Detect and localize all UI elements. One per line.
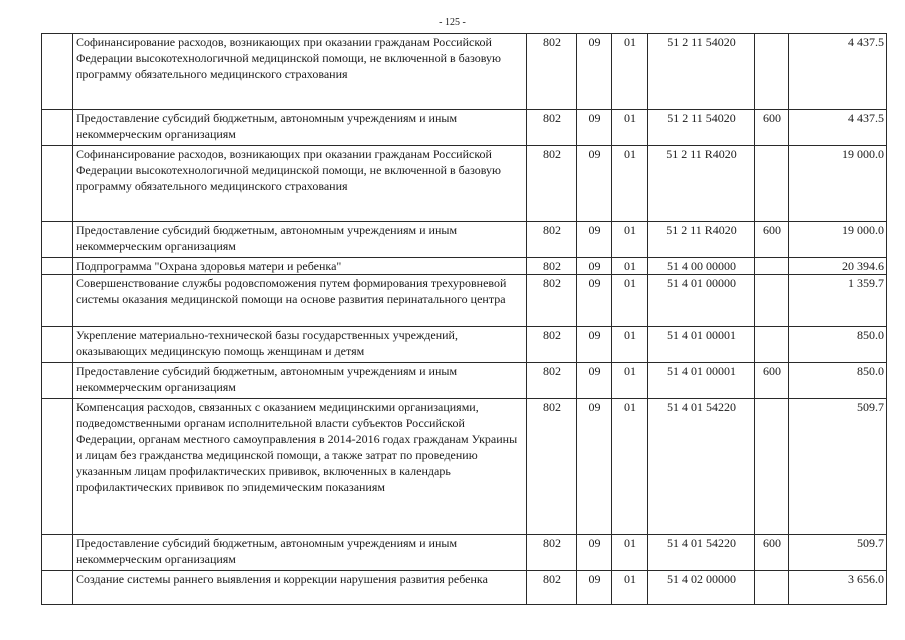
target-article-cell: 51 2 11 54020	[648, 110, 755, 146]
budget-table	[41, 33, 887, 605]
row-margin-cell	[42, 275, 73, 327]
amount-cell: 509.7	[789, 535, 887, 571]
expense-type-cell: 600	[755, 110, 789, 146]
target-article-cell: 51 4 01 54220	[648, 399, 755, 535]
expense-name-cell: Предоставление субсидий бюджетным, автономным учреждениям и иным некоммерческим организациям	[73, 535, 527, 571]
table-row	[42, 222, 887, 258]
section-code-cell: 09	[577, 146, 612, 222]
section-code-cell: 09	[577, 222, 612, 258]
section-code-cell: 09	[577, 110, 612, 146]
section-code-cell: 09	[577, 535, 612, 571]
subsection-code-cell: 01	[612, 535, 648, 571]
amount-cell: 1 359.7	[789, 275, 887, 327]
admin-code-cell: 802	[527, 363, 577, 399]
amount-cell: 19 000.0	[789, 146, 887, 222]
expense-type-cell	[755, 399, 789, 535]
expense-type-cell	[755, 146, 789, 222]
row-margin-cell	[42, 110, 73, 146]
expense-name-cell: Создание системы раннего выявления и коррекции нарушения развития ребенка	[73, 571, 527, 605]
target-article-cell: 51 2 11 54020	[648, 34, 755, 110]
section-code-cell: 09	[577, 327, 612, 363]
target-article-cell: 51 2 11 R4020	[648, 222, 755, 258]
admin-code-cell: 802	[527, 258, 577, 275]
expense-type-cell	[755, 327, 789, 363]
expense-name-cell: Софинансирование расходов, возникающих при оказании гражданам Российской Федерации высокотехнологичной медицинской помощи, не включенной в базовую программу обязательного медицинского страхования	[73, 34, 527, 110]
amount-cell: 3 656.0	[789, 571, 887, 605]
admin-code-cell: 802	[527, 399, 577, 535]
section-code-cell: 09	[577, 34, 612, 110]
table-row	[42, 275, 887, 327]
table-row	[42, 327, 887, 363]
amount-cell: 850.0	[789, 327, 887, 363]
amount-cell: 4 437.5	[789, 34, 887, 110]
row-margin-cell	[42, 399, 73, 535]
admin-code-cell: 802	[527, 110, 577, 146]
row-margin-cell	[42, 535, 73, 571]
target-article-cell: 51 4 01 00000	[648, 275, 755, 327]
target-article-cell: 51 2 11 R4020	[648, 146, 755, 222]
row-margin-cell	[42, 327, 73, 363]
table-row	[42, 363, 887, 399]
target-article-cell: 51 4 01 00001	[648, 327, 755, 363]
admin-code-cell: 802	[527, 571, 577, 605]
amount-cell: 850.0	[789, 363, 887, 399]
subsection-code-cell: 01	[612, 258, 648, 275]
section-code-cell: 09	[577, 258, 612, 275]
row-margin-cell	[42, 34, 73, 110]
expense-type-cell: 600	[755, 535, 789, 571]
expense-name-cell: Предоставление субсидий бюджетным, автономным учреждениям и иным некоммерческим организациям	[73, 110, 527, 146]
admin-code-cell: 802	[527, 327, 577, 363]
admin-code-cell: 802	[527, 146, 577, 222]
table-row	[42, 34, 887, 110]
expense-type-cell: 600	[755, 363, 789, 399]
section-code-cell: 09	[577, 275, 612, 327]
row-margin-cell	[42, 258, 73, 275]
target-article-cell: 51 4 00 00000	[648, 258, 755, 275]
amount-cell: 19 000.0	[789, 222, 887, 258]
expense-type-cell	[755, 571, 789, 605]
table-row	[42, 110, 887, 146]
section-code-cell: 09	[577, 571, 612, 605]
target-article-cell: 51 4 01 00001	[648, 363, 755, 399]
expense-type-cell	[755, 275, 789, 327]
expense-name-cell: Предоставление субсидий бюджетным, автономным учреждениям и иным некоммерческим организациям	[73, 363, 527, 399]
table-row	[42, 258, 887, 275]
subsection-code-cell: 01	[612, 399, 648, 535]
expense-name-cell: Софинансирование расходов, возникающих при оказании гражданам Российской Федерации высокотехнологичной медицинской помощи, не включенной в базовую программу обязательного медицинского страхования	[73, 146, 527, 222]
subsection-code-cell: 01	[612, 327, 648, 363]
expense-name-cell: Предоставление субсидий бюджетным, автономным учреждениям и иным некоммерческим организациям	[73, 222, 527, 258]
amount-cell: 4 437.5	[789, 110, 887, 146]
amount-cell: 509.7	[789, 399, 887, 535]
admin-code-cell: 802	[527, 34, 577, 110]
subsection-code-cell: 01	[612, 110, 648, 146]
section-code-cell: 09	[577, 363, 612, 399]
expense-type-cell: 600	[755, 222, 789, 258]
expense-name-cell: Совершенствование службы родовспоможения путем формирования трехуровневой системы оказания медицинской помощи на основе развития перинатального центра	[73, 275, 527, 327]
admin-code-cell: 802	[527, 222, 577, 258]
subsection-code-cell: 01	[612, 275, 648, 327]
subsection-code-cell: 01	[612, 146, 648, 222]
subsection-code-cell: 01	[612, 571, 648, 605]
target-article-cell: 51 4 02 00000	[648, 571, 755, 605]
row-margin-cell	[42, 363, 73, 399]
expense-name-cell: Подпрограмма "Охрана здоровья матери и ребенка"	[73, 258, 527, 275]
amount-cell: 20 394.6	[789, 258, 887, 275]
admin-code-cell: 802	[527, 275, 577, 327]
expense-type-cell	[755, 34, 789, 110]
expense-type-cell	[755, 258, 789, 275]
target-article-cell: 51 4 01 54220	[648, 535, 755, 571]
section-code-cell: 09	[577, 399, 612, 535]
subsection-code-cell: 01	[612, 34, 648, 110]
expense-name-cell: Компенсация расходов, связанных с оказанием медицинскими организациями, подведомственными органам исполнительной власти субъектов Российской Федерации, органам местного самоуправления в 2014-2016 годах гражданам Украины и лицам без гражданства медицинской помощи, а также затрат по проведению указанным лицам профилактических прививок, включенных в календарь профилактических прививок по эпидемическим показаниям	[73, 399, 527, 535]
table-row	[42, 535, 887, 571]
row-margin-cell	[42, 571, 73, 605]
page-number: - 125 -	[439, 17, 466, 28]
expense-name-cell: Укрепление материально-технической базы государственных учреждений, оказывающих медицинскую помощь женщинам и детям	[73, 327, 527, 363]
subsection-code-cell: 01	[612, 363, 648, 399]
subsection-code-cell: 01	[612, 222, 648, 258]
admin-code-cell: 802	[527, 535, 577, 571]
row-margin-cell	[42, 222, 73, 258]
table-row	[42, 399, 887, 535]
table-row	[42, 146, 887, 222]
table-row	[42, 571, 887, 605]
row-margin-cell	[42, 146, 73, 222]
